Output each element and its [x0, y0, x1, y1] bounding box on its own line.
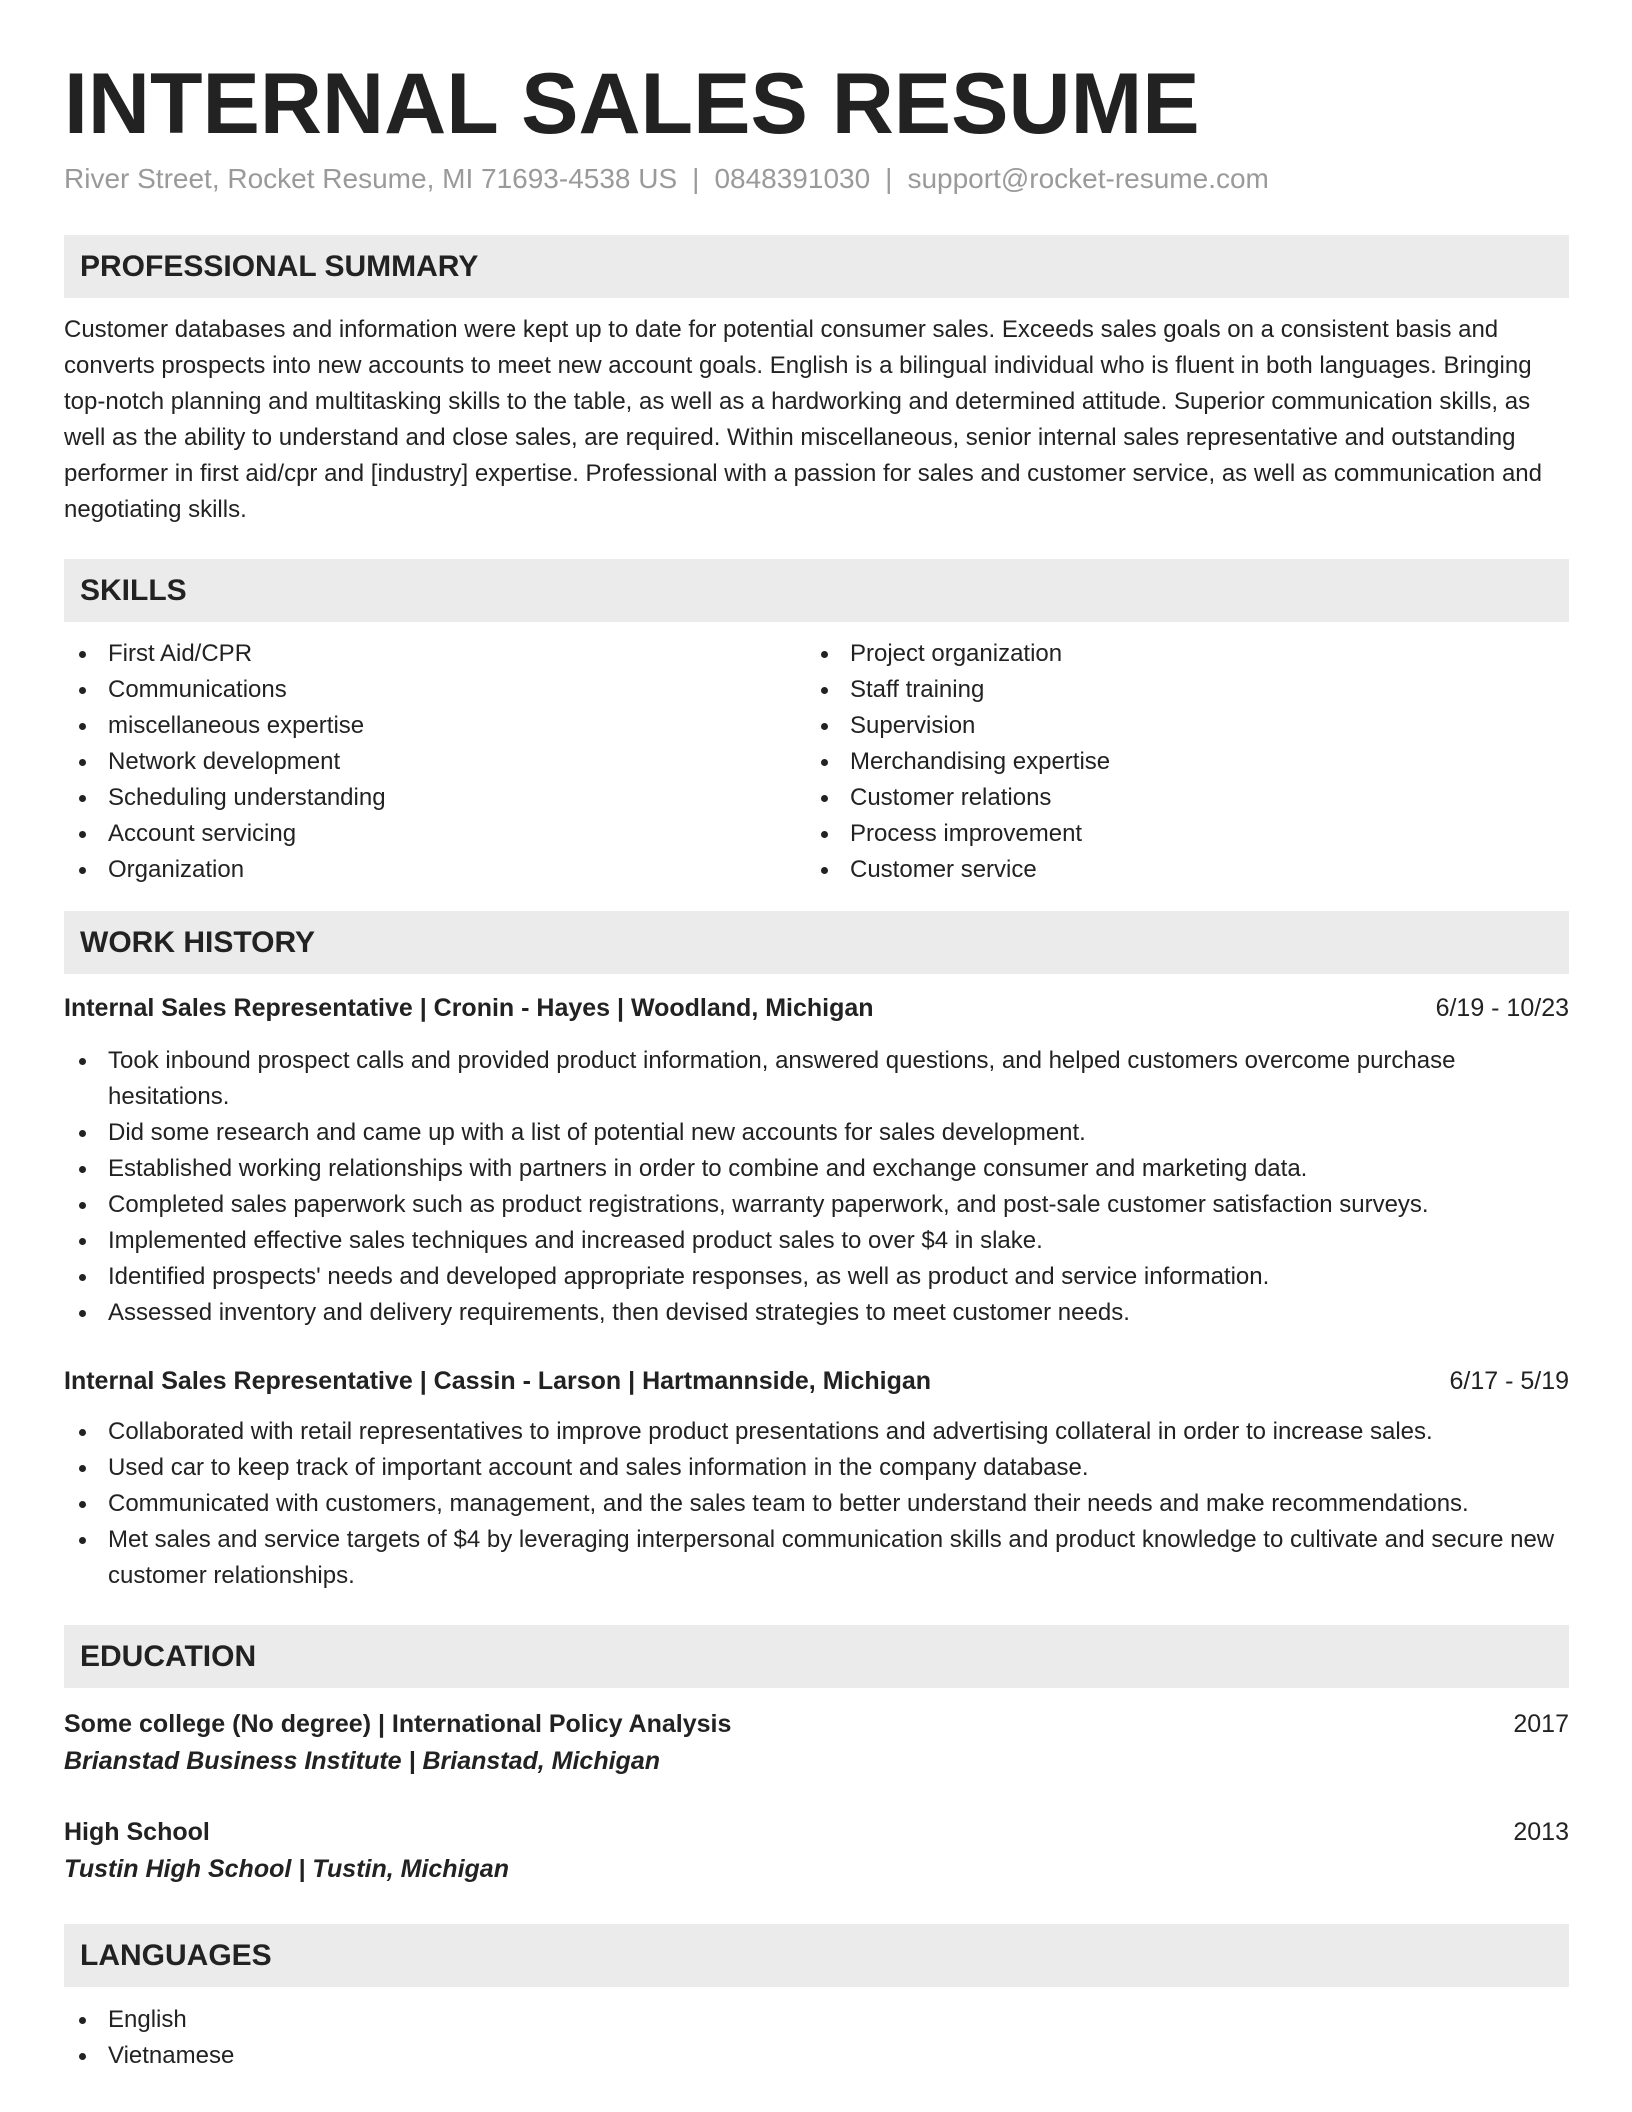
skill-item: Customer service: [806, 852, 1548, 888]
skills-column-left: [64, 636, 806, 888]
job-duty: Assessed inventory and delivery requirements, then devised strategies to meet customer needs.: [64, 1295, 1569, 1331]
job-entry: [64, 1363, 1569, 1594]
job-duty: Did some research and came up with a list of potential new accounts for sales development.: [64, 1115, 1569, 1151]
job-duty: Took inbound prospect calls and provided product information, answered questions, and helped customers overcome purchase hesitations.: [64, 1043, 1569, 1115]
section-heading-work-history: WORK HISTORY: [64, 911, 1569, 974]
skill-item: Supervision: [806, 708, 1548, 744]
job-duty: Collaborated with retail representatives to improve product presentations and advertising collateral in order to increase sales.: [64, 1414, 1569, 1450]
skill-item: Scheduling understanding: [64, 780, 806, 816]
section-heading-education: EDUCATION: [64, 1625, 1569, 1688]
resume-title: INTERNAL SALES RESUME: [64, 56, 1200, 152]
job-duty: Completed sales paperwork such as product registrations, warranty paperwork, and post-sale customer satisfaction surveys.: [64, 1187, 1569, 1223]
job-duty: Established working relationships with partners in order to combine and exchange consumer and marketing data.: [64, 1151, 1569, 1187]
job-header: [64, 990, 1569, 1026]
job-dates: 6/17 - 5/19: [1449, 1367, 1569, 1395]
job-duty: Identified prospects' needs and developed appropriate responses, as well as product and service information.: [64, 1259, 1569, 1295]
skill-item: Communications: [64, 672, 806, 708]
job-header: [64, 1363, 1569, 1399]
languages-list: [64, 2002, 1569, 2074]
language-item: Vietnamese: [64, 2038, 1569, 2074]
contact-phone: 0848391030: [714, 163, 871, 194]
education-school: Brianstad Business Institute | Brianstad, Michigan: [64, 1747, 660, 1775]
contact-address: River Street, Rocket Resume, MI 71693-4538 US: [64, 163, 678, 194]
language-item: English: [64, 2002, 1569, 2038]
skill-item: miscellaneous expertise: [64, 708, 806, 744]
contact-line: [64, 162, 1569, 196]
education-entry: [64, 1814, 1569, 1888]
skill-item: Project organization: [806, 636, 1548, 672]
skill-item: Organization: [64, 852, 806, 888]
education-entry: [64, 1706, 1569, 1780]
job-title: Internal Sales Representative | Cronin - Hayes | Woodland, Michigan: [64, 994, 874, 1022]
skills-list: [64, 636, 1569, 888]
education-year: 2017: [1513, 1710, 1569, 1738]
job-duty: Met sales and service targets of $4 by leveraging interpersonal communication skills and product knowledge to cultivate and secure new customer relationships.: [64, 1522, 1569, 1594]
section-heading-summary: PROFESSIONAL SUMMARY: [64, 235, 1569, 298]
job-duties: [64, 1043, 1569, 1331]
job-duty: Implemented effective sales techniques and increased product sales to over $4 in slake.: [64, 1223, 1569, 1259]
education-header: [64, 1814, 1569, 1850]
skill-item: Network development: [64, 744, 806, 780]
section-heading-languages: LANGUAGES: [64, 1924, 1569, 1987]
contact-email: support@rocket-resume.com: [907, 163, 1269, 194]
job-duty: Communicated with customers, management, and the sales team to better understand their needs and make recommendations.: [64, 1486, 1569, 1522]
section-heading-skills: SKILLS: [64, 559, 1569, 622]
job-duty: Used car to keep track of important account and sales information in the company database.: [64, 1450, 1569, 1486]
job-title: Internal Sales Representative | Cassin - Larson | Hartmannside, Michigan: [64, 1367, 932, 1395]
skills-column-right: [806, 636, 1548, 888]
contact-separator: |: [885, 163, 893, 194]
education-header: [64, 1706, 1569, 1742]
education-year: 2013: [1513, 1818, 1569, 1846]
skill-item: Customer relations: [806, 780, 1548, 816]
contact-separator: |: [692, 163, 700, 194]
education-degree: High School: [64, 1818, 210, 1846]
education-degree: Some college (No degree) | International Policy Analysis: [64, 1710, 732, 1738]
skill-item: Staff training: [806, 672, 1548, 708]
skill-item: Account servicing: [64, 816, 806, 852]
job-duties: [64, 1414, 1569, 1594]
summary-text: Customer databases and information were kept up to date for potential consumer sales. Exceeds sales goals on a consistent basis and converts prospects into new accounts to meet new account goals. English is a bilingual individual who is fluent in both languages. Bringing top-notch planning and multitasking skills to the table, as well as a hardworking and determined attitude. Superior communication skills, as well as the ability to understand and close sales, are required. Within miscellaneous, senior internal sales representative and outstanding performer in first aid/cpr and [industry] expertise. Professional with a passion for sales and customer service, as well as communication and negotiating skills.: [64, 316, 1542, 523]
skill-item: Process improvement: [806, 816, 1548, 852]
job-entry: [64, 990, 1569, 1331]
skill-item: First Aid/CPR: [64, 636, 806, 672]
job-dates: 6/19 - 10/23: [1435, 994, 1569, 1022]
skill-item: Merchandising expertise: [806, 744, 1548, 780]
education-school: Tustin High School | Tustin, Michigan: [64, 1855, 509, 1883]
